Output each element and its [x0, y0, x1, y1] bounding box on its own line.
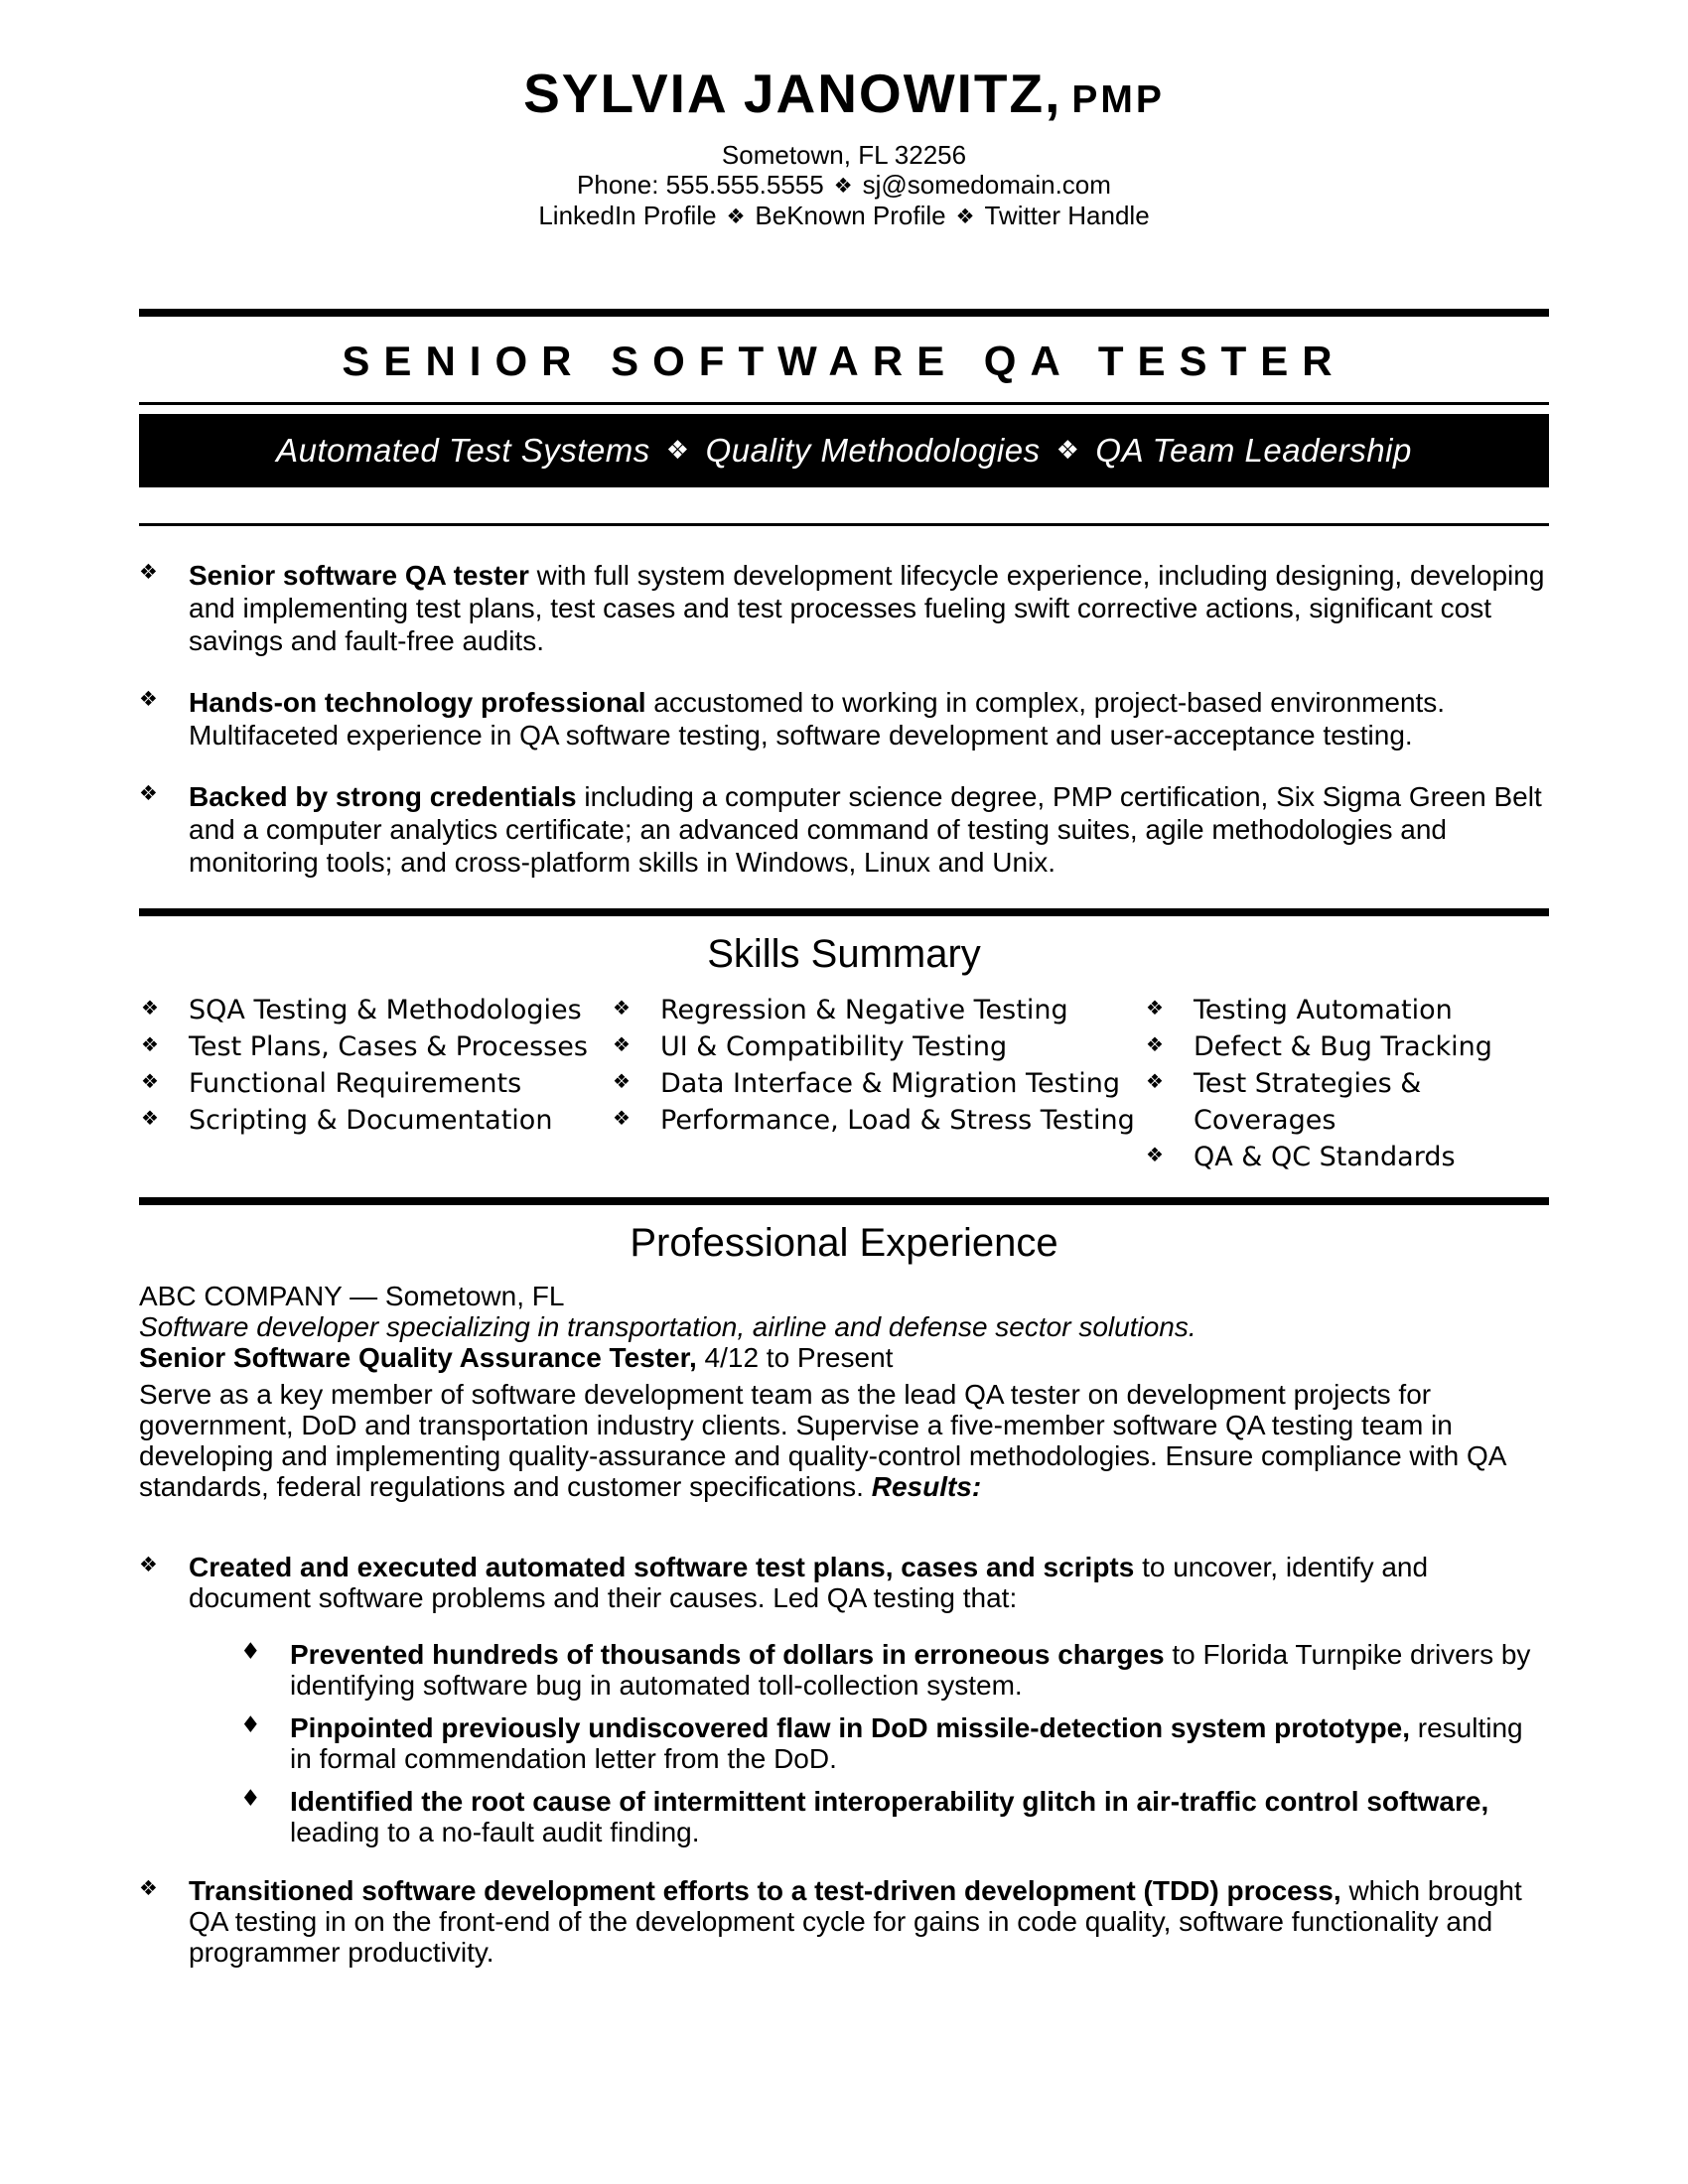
sub-bullet-text: leading to a no-fault audit finding. [290, 1817, 700, 1847]
skill-item [139, 1102, 611, 1139]
experience-paragraph [139, 1379, 1549, 1502]
role-dates: 4/12 to Present [696, 1342, 894, 1373]
diamond-bullet-icon: ❖ [139, 781, 158, 805]
experience-paragraph-text: Serve as a key member of software development team as the lead QA tester on development projects for government, DoD and transportation industry clients. Supervise a five-member software QA testing team in developing and implementing quality-assurance and quality-control methodologies. Ensure compliance with QA standards, federal regulations and customer specifications. [139, 1379, 1505, 1502]
skill-label: Scripting & Documentation [189, 1105, 553, 1136]
summary-list [139, 559, 1549, 879]
role-line [139, 1342, 1549, 1373]
skill-item [139, 1065, 611, 1102]
summary-lead: Hands-on technology professional [189, 687, 646, 718]
company-description: Software developer specializing in transportation, airline and defense sector solutions. [139, 1311, 1196, 1342]
summary-item [139, 559, 1549, 657]
experience-text: which brought QA testing in on the front-end of the development cycle for gains in code quality, software functionality and programmer productivity. [189, 1875, 1522, 1968]
contact-phone: Phone: 555.555.5555 [577, 170, 824, 200]
skill-item [1144, 1028, 1549, 1065]
diamond-separator-icon: ❖ [833, 174, 853, 198]
skill-label: Test Plans, Cases & Processes [189, 1031, 588, 1062]
skill-item [611, 1028, 1144, 1065]
diamond-bullet-icon: ❖ [1146, 1032, 1164, 1056]
skill-label: Regression & Negative Testing [660, 995, 1068, 1025]
twitter-handle-link: Twitter Handle [984, 201, 1150, 230]
diamond-bullet-icon: ❖ [139, 687, 158, 711]
experience-list [139, 1552, 1549, 1968]
skill-label: Performance, Load & Stress Testing [660, 1105, 1135, 1136]
company-line: ABC COMPANY — Sometown, FL [139, 1281, 565, 1311]
divider-thick [139, 908, 1549, 916]
divider-thick [139, 309, 1549, 317]
skill-item [139, 1028, 611, 1065]
skill-item [611, 1102, 1144, 1139]
skill-item [611, 1065, 1144, 1102]
diamond-bullet-icon: ❖ [613, 1106, 631, 1130]
person-name-text: SYLVIA JANOWITZ, [523, 63, 1062, 124]
summary-text: including a computer science degree, PMP certification, Six Sigma Green Belt and a computer analytics certificate; an advanced command of testing suites, agile methodologies and monitoring tools; and cross-platform skills in Windows, Linux and Unix. [189, 781, 1542, 878]
diamond-bullet-icon: ❖ [613, 1032, 631, 1056]
role-title: Senior Software Quality Assurance Tester, [139, 1342, 697, 1373]
experience-item [139, 1875, 1549, 1968]
contact-phone-email-line [139, 170, 1549, 201]
skill-item [1144, 1139, 1549, 1175]
results-label: Results: [871, 1471, 982, 1502]
banner-item: Quality Methodologies [705, 432, 1041, 469]
experience-heading: Professional Experience [630, 1221, 1058, 1265]
diamond-separator-icon: ❖ [726, 205, 746, 228]
skill-label: UI & Compatibility Testing [660, 1031, 1008, 1062]
skill-item [139, 992, 611, 1028]
skill-label: Functional Requirements [189, 1068, 522, 1099]
skills-grid [139, 992, 1549, 1175]
contact-links-line [139, 201, 1549, 231]
diamond-bullet-icon: ❖ [141, 1069, 159, 1093]
sub-bullet-item [240, 1639, 1549, 1701]
diamond-separator-icon: ❖ [1055, 436, 1080, 466]
experience-text: to uncover, identify and document software problems and their causes. Led QA testing that: [189, 1552, 1429, 1613]
diamond-suit-bullet-icon: ♦ [240, 1786, 261, 1812]
diamond-bullet-icon: ❖ [139, 560, 158, 584]
job-title: SENIOR SOFTWARE QA TESTER [342, 338, 1346, 384]
summary-text: accustomed to working in complex, project-based environments. Multifaceted experience in QA software testing, software development and user-acceptance testing. [189, 687, 1446, 751]
person-name [139, 62, 1549, 132]
diamond-suit-bullet-icon: ♦ [240, 1639, 261, 1665]
skill-label: Defect & Bug Tracking [1194, 1031, 1492, 1062]
sub-bullet-text: resulting in formal commendation letter from the DoD. [290, 1712, 1523, 1774]
diamond-bullet-icon: ❖ [139, 1876, 158, 1900]
diamond-bullet-icon: ❖ [1146, 996, 1164, 1020]
skill-item [611, 992, 1144, 1028]
skills-heading: Skills Summary [707, 932, 981, 976]
sub-bullet-lead: Prevented hundreds of thousands of dollars in erroneous charges [290, 1639, 1165, 1670]
diamond-bullet-icon: ❖ [141, 1032, 159, 1056]
skill-label: QA & QC Standards [1194, 1142, 1456, 1172]
experience-item [139, 1552, 1549, 1847]
skill-label: Test Strategies & Coverages [1194, 1068, 1422, 1136]
specialty-banner [139, 414, 1549, 487]
experience-lead: Created and executed automated software test plans, cases and scripts [189, 1552, 1135, 1582]
diamond-bullet-icon: ❖ [141, 1106, 159, 1130]
contact-block [139, 140, 1549, 231]
sub-bullet-list [189, 1639, 1549, 1847]
diamond-bullet-icon: ❖ [613, 1069, 631, 1093]
divider-thin [139, 523, 1549, 526]
sub-bullet-lead: Identified the root cause of intermittent interoperability glitch in air-traffic control software, [290, 1786, 1489, 1817]
diamond-bullet-icon: ❖ [1146, 1069, 1164, 1093]
diamond-bullet-icon: ❖ [139, 1553, 158, 1576]
skills-column-2 [611, 992, 1144, 1175]
diamond-bullet-icon: ❖ [613, 996, 631, 1020]
skill-label: Data Interface & Migration Testing [660, 1068, 1120, 1099]
divider-thick [139, 1197, 1549, 1205]
skills-column-1 [139, 992, 611, 1175]
diamond-separator-icon: ❖ [665, 436, 690, 466]
skills-column-3 [1144, 992, 1549, 1175]
beknown-profile-link: BeKnown Profile [755, 201, 946, 230]
diamond-separator-icon: ❖ [955, 205, 975, 228]
contact-email: sj@somedomain.com [862, 170, 1111, 200]
company-block [139, 1281, 1549, 1373]
sub-bullet-item [240, 1786, 1549, 1847]
summary-lead: Senior software QA tester [189, 560, 529, 591]
diamond-bullet-icon: ❖ [1146, 1143, 1164, 1166]
contact-location: Sometown, FL 32256 [721, 140, 967, 170]
skill-item [1144, 992, 1549, 1028]
banner-item: QA Team Leadership [1095, 432, 1412, 469]
skill-label: SQA Testing & Methodologies [189, 995, 582, 1025]
banner-item: Automated Test Systems [276, 432, 650, 469]
sub-bullet-lead: Pinpointed previously undiscovered flaw in DoD missile-detection system prototype, [290, 1712, 1410, 1743]
skill-item [1144, 1065, 1549, 1139]
summary-lead: Backed by strong credentials [189, 781, 577, 812]
sub-bullet-item [240, 1712, 1549, 1774]
diamond-bullet-icon: ❖ [141, 996, 159, 1020]
summary-item [139, 686, 1549, 751]
person-credential: PMP [1071, 78, 1165, 121]
summary-text: with full system development lifecycle experience, including designing, developing and implementing test plans, test cases and test processes fueling swift corrective actions, significant cost savings and fault-free audits. [189, 560, 1545, 656]
experience-lead: Transitioned software development efforts to a test-driven development (TDD) process, [189, 1875, 1341, 1906]
skill-label: Testing Automation [1194, 995, 1453, 1025]
linkedin-profile-link: LinkedIn Profile [538, 201, 717, 230]
header [139, 62, 1549, 231]
sub-bullet-text: to Florida Turnpike drivers by identifying software bug in automated toll-collection system. [290, 1639, 1531, 1701]
diamond-suit-bullet-icon: ♦ [240, 1712, 261, 1738]
divider-thin [139, 402, 1549, 405]
summary-item [139, 780, 1549, 879]
